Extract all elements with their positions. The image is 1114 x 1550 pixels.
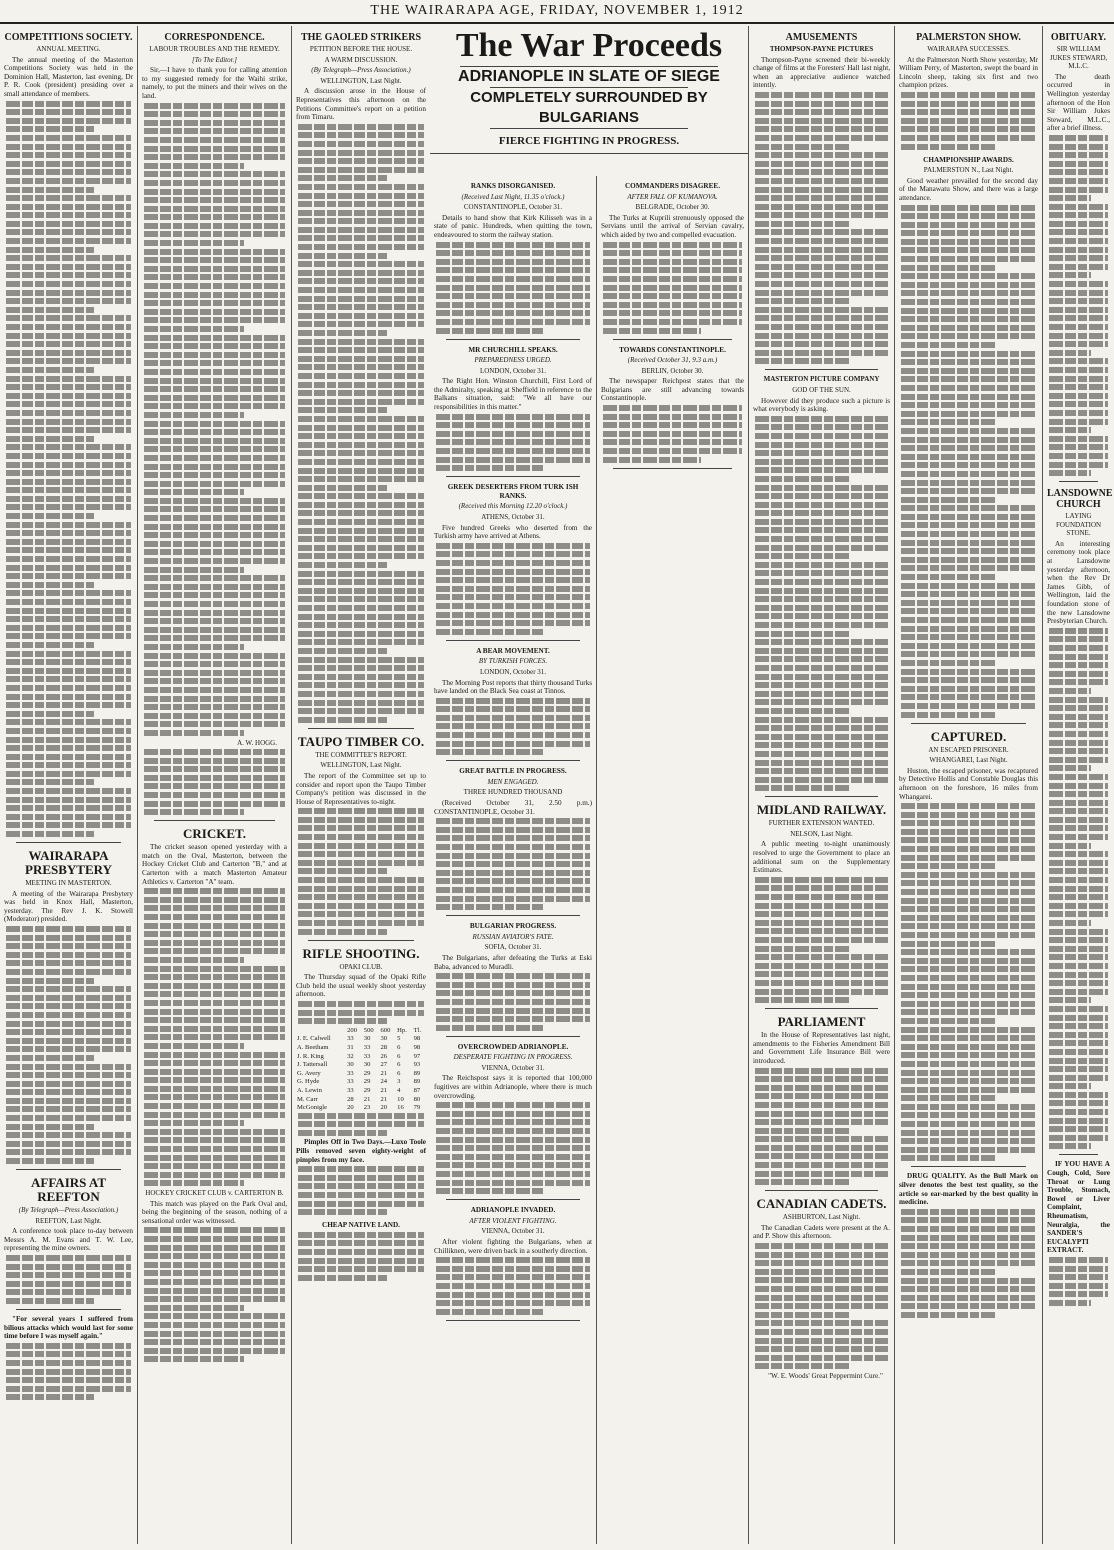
headline: COMPETITIONS SOCIETY. (4, 32, 133, 43)
score-cell: 33 (347, 1035, 354, 1043)
war-section-body: The Morning Post reports that thirty thousand Turks have landed on the Black Sea coast at Tinnos. (434, 678, 592, 696)
score-row (296, 1061, 426, 1070)
score-cell: M. Carr (297, 1095, 318, 1103)
article-body: The cricket season opened yesterday with a match on the Oval, Masterton, between the Hockey Cricket Club and Carterton "B," and at Carterton with a match Masterton Amateur Athletics v. Carterton "A" team. (142, 843, 287, 886)
column-4 (430, 176, 596, 1544)
subheading: SIR WILLIAM JUKES STEWARD, M.L.C. (1049, 45, 1108, 71)
signature: A. W. HOGG. (237, 738, 277, 747)
score-cell: 16 (397, 1104, 404, 1112)
score-row (296, 1087, 426, 1096)
war-section (434, 1206, 592, 1321)
war-section (601, 346, 744, 469)
score-cell: 98 (413, 1035, 421, 1043)
war-section-headline: BULGARIAN PROGRESS. (469, 922, 557, 931)
war-section-headline: A BEAR MOVEMENT. (476, 646, 550, 655)
article-body: The annual meeting of the Masterton Competitions Society was held in the Dominion Hall, Masterton, last evening, Dr P. R. Cook (president) presiding over a small attendance of members. (4, 55, 133, 98)
war-banner (430, 26, 748, 154)
score-cell: 87 (413, 1086, 421, 1094)
war-section (434, 483, 592, 641)
score-cell: 28 (347, 1095, 354, 1103)
headline: CHEAP NATIVE LAND. (322, 1221, 400, 1230)
war-section-dateline: CONSTANTINOPLE, October 31. (463, 203, 563, 212)
score-cell: 29 (363, 1069, 371, 1077)
war-section (434, 346, 592, 478)
score-cell: G. Hyde (297, 1078, 320, 1086)
column-7 (894, 26, 1042, 1544)
score-cell: 21 (380, 1086, 388, 1094)
advertisement: "For several years I suffered from bilious attacks which would last for some time before I was myself again." (4, 1314, 133, 1341)
score-cell: J. Tattersall (297, 1061, 328, 1069)
war-section-headline: RANKS DISORGANISED. (470, 182, 556, 190)
column-6 (748, 26, 894, 1544)
subheading: PETITION BEFORE THE HOUSE. (309, 45, 413, 53)
subheading: A WARM DISCUSSION. (324, 55, 398, 64)
war-section-headline: ADRIANOPLE INVADED. (470, 1206, 556, 1215)
dateline: NELSON, Last Night. (790, 829, 853, 838)
headline: LANSDOWNE CHURCH (1047, 488, 1113, 511)
article-body: Good weather prevailed for the second day of the Manawatu Show, and there was a large attendance. (899, 176, 1038, 202)
war-section-headline: GREEK DESERTERS FROM TURK ISH RANKS. (447, 483, 579, 500)
war-title: The War Proceeds (455, 27, 723, 64)
score-header-cell: 600 (380, 1026, 391, 1034)
score-cell: 21 (380, 1095, 388, 1103)
score-cell: 79 (413, 1104, 421, 1112)
subheading: LAYING FOUNDATION STONE. (1055, 512, 1102, 538)
score-cell: 33 (347, 1078, 354, 1086)
score-table (296, 1027, 426, 1113)
headline: CHAMPIONSHIP AWARDS. (923, 155, 1014, 164)
war-section-body: The Turks at Kuprili strenuously opposed the Servians until the arrival of Servian cavalry, which aided by two and compelled evacuation. (601, 213, 744, 239)
subheading: GOD OF THE SUN. (792, 385, 851, 394)
dateline: REEFTON, Last Night. (35, 1216, 102, 1225)
war-section-headline: GREAT BATTLE IN PROGRESS. (459, 767, 567, 776)
score-cell: 26 (380, 1052, 388, 1060)
score-cell: 30 (347, 1061, 354, 1069)
headline: CAPTURED. (930, 728, 1007, 744)
article-body: At the Palmerston North Show yesterday, Mr William Perry, of Masterton, swept the board in Lincoln sheep, taking six first and two champion prizes. (899, 55, 1038, 90)
article-body: However did they produce such a picture is what everybody is asking. (753, 396, 890, 414)
headline: THE GAOLED STRIKERS (300, 32, 422, 43)
headline: AFFAIRS AT REEFTON (31, 1175, 106, 1205)
score-cell: J. E. Calwell (297, 1035, 331, 1043)
dateline: PALMERSTON N., Last Night. (923, 166, 1014, 175)
score-row (296, 1078, 426, 1087)
war-section-dateline: BERLIN, October 30. (641, 366, 704, 375)
subheading: MEETING IN MASTERTON. (25, 879, 112, 888)
score-header-cell: 200 (347, 1026, 357, 1034)
score-cell: 5 (397, 1035, 401, 1043)
article-body: The Thursday squad of the Opaki Rifle Club held the usual weekly shoot yesterday afternoon. (296, 973, 426, 999)
subheading: OPAKI CLUB. (339, 962, 383, 971)
advertisement: IF YOU HAVE A Cough, Cold, Sore Throat or Lung Trouble, Stomach, Bowel or Liver Complaint, Rheumatism, Neuralgia, the SANDER'S EUCALYPTI EXTRACT. (1047, 1160, 1110, 1255)
score-cell: 98 (413, 1043, 421, 1051)
score-cell: 93 (413, 1061, 421, 1069)
headline: WAIRARAPA PRESBYTERY (25, 848, 112, 878)
score-cell: 4 (397, 1086, 401, 1094)
score-row (296, 1044, 426, 1053)
score-cell: 30 (380, 1035, 388, 1043)
score-cell: 6 (397, 1069, 401, 1077)
article-body: The death occurred in Wellington yesterday afternoon of the Hon Sir William Jukes Steward, M.L.C., after a brief illness. (1047, 72, 1110, 133)
war-section-byline: PREPAREDNESS URGED. (474, 356, 552, 365)
war-subtitle: ADRIANOPLE IN SLATE OF SIEGE (458, 68, 720, 85)
war-section (434, 182, 592, 340)
score-cell: 28 (380, 1043, 388, 1051)
subheading: THOMPSON-PAYNE PICTURES (769, 45, 874, 53)
headline: OBITUARY. (1050, 32, 1107, 43)
byline: (By Telegraph—Press Association.) (311, 66, 411, 75)
war-section-body: After violent fighting the Bulgarians, when at Chilliknen, were driven back in a southerly direction. (434, 1237, 592, 1255)
war-section-dateline: LONDON, October 31. (479, 667, 547, 676)
masthead: THE WAIRARAPA AGE, FRIDAY, NOVEMBER 1, 1912 (0, 0, 1114, 24)
war-section-headline: TOWARDS CONSTANTINOPLE. (619, 345, 726, 354)
score-cell: 3 (397, 1078, 401, 1086)
war-section-body: The Right Hon. Winston Churchill, First Lord of the Admiralty, speaking at Sheffield in reference to the Balkans situation, said: "We all have our responsibilities in this matter." (434, 377, 592, 412)
war-section (434, 922, 592, 1037)
score-cell: 33 (363, 1043, 371, 1051)
column-2 (137, 26, 291, 1544)
score-row (296, 1104, 426, 1113)
dateline: ASHBURTON, Last Night. (782, 1213, 861, 1222)
score-cell: 6 (397, 1043, 401, 1051)
headline: MIDLAND RAILWAY. (756, 802, 887, 818)
score-cell: 6 (397, 1061, 401, 1069)
score-cell: 80 (413, 1095, 421, 1103)
advertisement: Pimples Off in Two Days.—Luxo Toole Pills removed seven eighty-weight of pimples from my face. (296, 1138, 426, 1164)
article-body: Thompson-Payne screened their bi-weekly change of films at the Foresters' Hall last night, when an appreciative audience watched intently. (753, 55, 890, 90)
war-section-byline: BY TURKISH FORCES. (478, 657, 548, 666)
war-section (434, 767, 592, 916)
score-cell: A. Lewin (297, 1086, 322, 1094)
war-section-body: The Reichspost says it is reported that 100,000 fugitives are within Adrianople, where there is much overcrowding. (434, 1074, 592, 1100)
score-cell: 33 (347, 1069, 354, 1077)
article-body: An interesting ceremony took place at Lansdowne yesterday afternoon, when the Rev Dr James Gibb, of Wellington, laid the foundation stone of the new Lansdowne Presbyterian Church. (1047, 539, 1110, 626)
score-cell: J. R. King (297, 1052, 324, 1060)
dateline: WELLINGTON, Last Night. (320, 76, 402, 85)
war-section-body: (Received October 31, 2.50 p.m.) CONSTANTINOPLE, October 31. (434, 799, 592, 816)
headline: CORRESPONDENCE. (164, 32, 265, 43)
score-cell: 20 (347, 1104, 354, 1112)
article-body: A meeting of the Wairarapa Presbytery was held in Knox Hall, Masterton, yesterday. The Rev J. K. Stowell (Moderator) presided. (4, 889, 133, 924)
byline: (By Telegraph—Press Association.) (18, 1206, 119, 1215)
war-section-dateline: VIENNA, October 31. (481, 1227, 545, 1236)
score-header-cell (296, 1027, 346, 1036)
score-header-cell: 500 (363, 1026, 374, 1034)
article-body: Huston, the escaped prisoner, was recaptured by Detective Hollis and Constable Douglas this afternoon on the foreshore, 16 miles from Whangarei. (899, 766, 1038, 801)
subheading: AN ESCAPED PRISONER. (928, 745, 1009, 754)
score-cell: G. Avery (297, 1069, 321, 1077)
war-section-headline: OVERCROWDED ADRIANOPLE. (457, 1042, 569, 1051)
war-section-body: Details to hand show that Kirk Kilisseh was in a state of panic. Hundreds, when quitting the town, endeavoured to storm the railway station. (434, 213, 592, 239)
war-section-byline: (Received Last Night, 11.35 o'clock.) (461, 192, 565, 201)
score-cell: 89 (413, 1069, 421, 1077)
article-body: In the House of Representatives last night, amendments to the Fisheries Amendment Bill and Government Life Insurance Bill were introduced. (753, 1031, 890, 1065)
score-cell: 33 (363, 1052, 371, 1060)
war-section-body: The newspaper Reichpost states that the Bulgarians are still advancing towards Constantinople. (601, 377, 744, 403)
headline: TAUPO TIMBER CO. (297, 733, 425, 749)
score-header-cell: Hp. (397, 1026, 407, 1034)
war-section-byline: MEN ENGAGED. (487, 777, 539, 786)
subheading: WAIRARAPA SUCCESSES. (927, 45, 1010, 53)
headline: PARLIAMENT (777, 1014, 866, 1030)
war-section-byline: RUSSIAN AVIATOR'S FATE. (472, 932, 554, 941)
subheading: FURTHER EXTENSION WANTED. (768, 819, 875, 828)
subheading: LABOUR TROUBLES AND THE REMEDY. (149, 45, 280, 53)
war-section (601, 182, 744, 340)
advertisement: DRUG QUALITY. As the Bull Mark on silver denotes the best test quality, so the article so ear-marked by the best quality in medicine. (899, 1172, 1038, 1207)
headline: CRICKET. (183, 826, 246, 842)
article-body: A discussion arose in the House of Representatives this afternoon on the Petitions Committee's report on a petition from Timaru. (296, 87, 426, 122)
headline: RIFLE SHOOTING. (302, 945, 420, 961)
score-row (296, 1096, 426, 1105)
score-cell: 30 (363, 1061, 371, 1069)
war-section-dateline: SOFIA, October 31. (484, 943, 542, 952)
column-1 (0, 26, 137, 1544)
war-subtitle: COMPLETELY SURROUNDED BY BULGARIANS (470, 89, 708, 126)
subheading: THE COMMITTEE'S REPORT. (315, 750, 407, 759)
subheading: MASTERTON PICTURE COMPANY (763, 375, 880, 384)
score-cell: 31 (347, 1043, 354, 1051)
war-section-dateline: LONDON, October 31. (479, 366, 547, 375)
war-section-byline: (Received October 31, 9.3 a.m.) (627, 356, 718, 365)
score-cell: 20 (380, 1104, 388, 1112)
article-body: The report of the Committee set up to consider and report upon the Taupo Timber Company's petition was discussed in the House of Representatives to-night. (296, 771, 426, 806)
war-section-byline: AFTER FALL OF KUMANOVA. (627, 192, 718, 201)
war-section-byline: AFTER VIOLENT FIGHTING. (469, 1216, 557, 1225)
score-cell: 21 (363, 1095, 371, 1103)
editor-note: [To The Editor.] (191, 55, 238, 64)
score-cell: 10 (397, 1095, 404, 1103)
score-row (296, 1035, 426, 1044)
score-cell: 30 (363, 1035, 371, 1043)
war-section-headline: COMMANDERS DISAGREE. (624, 182, 721, 190)
article-body: This match was played on the Park Oval and, being the beginning of the season, nothing of a sensational order was witnessed. (142, 1199, 287, 1225)
headline: CANADIAN CADETS. (756, 1196, 887, 1212)
score-row (296, 1053, 426, 1062)
dateline: WHANGAREI, Last Night. (929, 756, 1008, 765)
score-cell: 24 (380, 1078, 388, 1086)
war-section-dateline: VIENNA, October 31. (481, 1063, 545, 1072)
war-section-body: Five hundred Greeks who deserted from the Turkish army have arrived at Athens. (434, 523, 592, 541)
score-cell: McGonigle (297, 1104, 328, 1112)
score-cell: 29 (363, 1078, 371, 1086)
column-8 (1042, 26, 1114, 1544)
column-5 (596, 176, 748, 1544)
article-body: A public meeting to-night unanimously resolved to urge the Government to place an additional sum on the Supplementary Estimates. (753, 840, 890, 875)
score-header-row (296, 1027, 426, 1036)
war-section-headline: MR CHURCHILL SPEAKS. (468, 345, 558, 354)
war-section (434, 1043, 592, 1201)
score-cell: 6 (397, 1052, 401, 1060)
war-section-byline: DESPERATE FIGHTING IN PROGRESS. (453, 1053, 573, 1062)
subheading: ANNUAL MEETING. (36, 45, 101, 53)
score-cell: 21 (380, 1069, 388, 1077)
article-body: Sir,—I have to thank you for calling attention to my suggested remedy for the Waihi strike, namely, to put the miners and their wives on the land. (142, 66, 287, 100)
war-section-dateline: ATHENS, October 31. (481, 513, 545, 521)
score-cell: 29 (363, 1086, 371, 1094)
score-header-cell: Tl. (413, 1026, 422, 1034)
score-cell: 27 (380, 1061, 388, 1069)
score-row (296, 1070, 426, 1079)
war-section-dateline: BELGRADE, October 30. (635, 203, 710, 212)
subheading: HOCKEY CRICKET CLUB v. CARTERTON B. (145, 1189, 284, 1197)
article-body: A conference took place to-day between Messrs A. M. Evans and T. W. Lee, representing the mine owners. (4, 1227, 133, 1253)
score-cell: 23 (363, 1104, 371, 1112)
war-section-dateline: THREE HUNDRED THOUSAND (463, 788, 563, 797)
score-cell: 89 (413, 1078, 421, 1086)
dateline: WELLINGTON, Last Night. (320, 761, 402, 770)
score-cell: 33 (347, 1086, 354, 1094)
score-cell: 32 (347, 1052, 354, 1060)
war-section (434, 647, 592, 762)
advertisement: "W. E. Woods' Great Peppermint Cure." (768, 1371, 883, 1380)
score-cell: 97 (413, 1052, 421, 1060)
headline: PALMERSTON SHOW. (916, 32, 1021, 43)
headline: AMUSEMENTS (785, 32, 858, 43)
column-3 (291, 26, 430, 1544)
war-subtitle: FIERCE FIGHTING IN PROGRESS. (498, 135, 680, 147)
score-cell: A. Beetham (297, 1043, 329, 1051)
war-section-byline: (Received this Morning 12.20 o'clock.) (458, 502, 568, 511)
article-body: The Canadian Cadets were present at the A. and P. Show this afternoon. (753, 1223, 890, 1241)
war-section-body: The Bulgarians, after defeating the Turks at Eski Baba, advanced to Muradli. (434, 953, 592, 971)
